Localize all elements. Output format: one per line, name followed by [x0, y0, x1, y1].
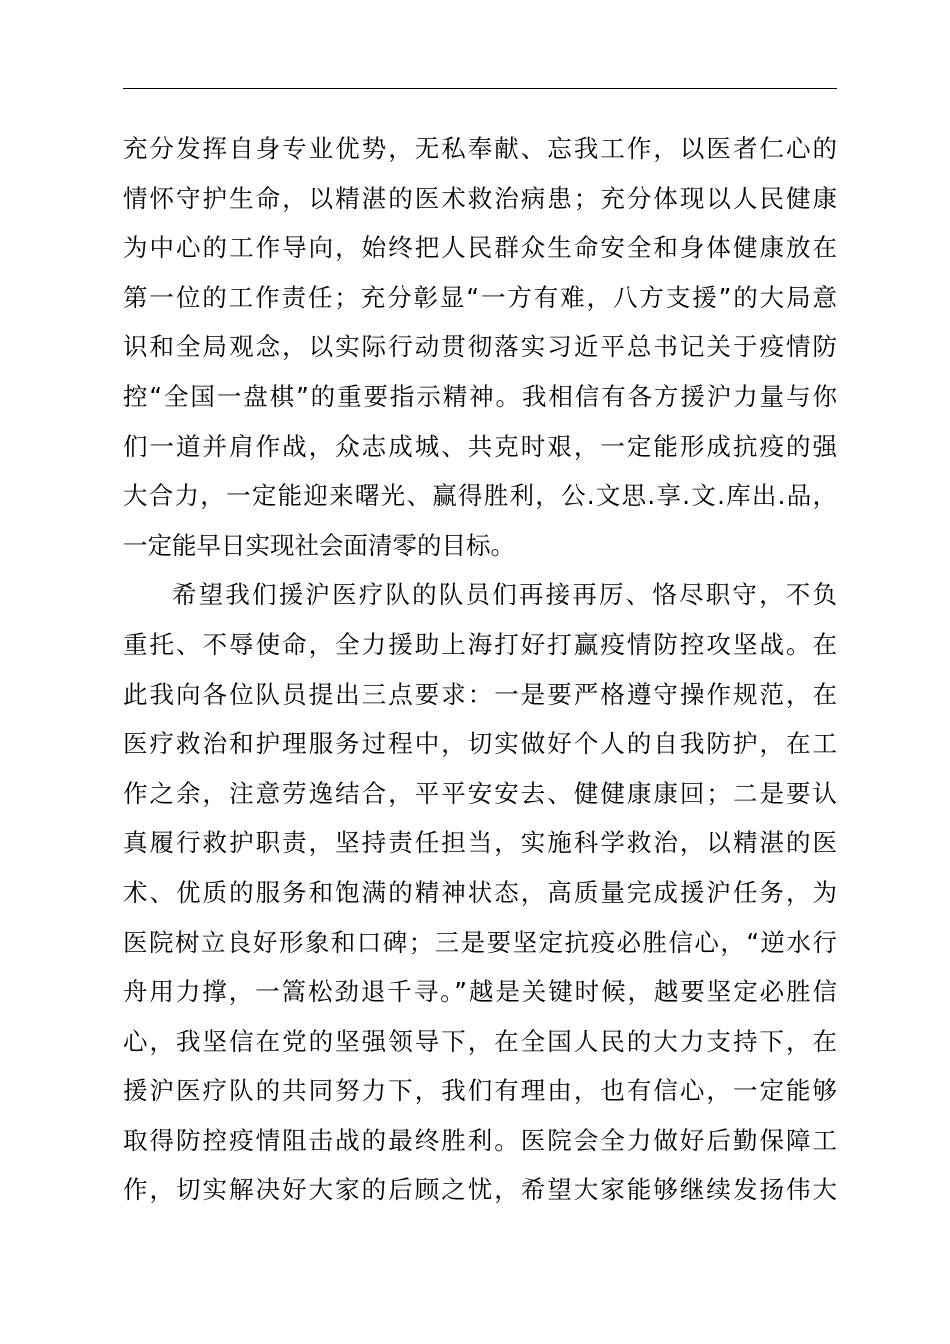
text-line: 作之余，注意劳逸结合，平平安安去、健健康康回；二是要认	[123, 778, 837, 808]
text-line: 充分发挥自身专业优势，无私奉献、忘我工作，以医者仁心的	[123, 134, 837, 163]
text-line: 取得防控疫情阻击战的最终胜利。医院会全力做好后勤保障工	[123, 1125, 837, 1155]
paragraph-2	[123, 570, 837, 1215]
text-line: 医院树立良好形象和口碑；三是要坚定抗疫必胜信心，“逆水行	[123, 927, 837, 957]
text-line: 舟用力撑，一篙松劲退千寻。”越是关键时候，越要坚定必胜信	[123, 977, 837, 1007]
text-line: 情怀守护生命，以精湛的医术救治病患；充分体现以人民健康	[123, 183, 837, 213]
text-line: 此我向各位队员提出三点要求：一是要严格遵守操作规范，在	[123, 679, 837, 709]
body-text	[123, 124, 837, 1215]
paragraph-1	[123, 124, 837, 570]
text-line: 术、优质的服务和饱满的精神状态，高质量完成援沪任务，为	[123, 877, 837, 907]
text-line: 真履行救护职责，坚持责任担当，实施科学救治，以精湛的医	[123, 828, 837, 858]
header-rule	[123, 88, 837, 89]
text-line: 为中心的工作导向，始终把人民群众生命安全和身体健康放在	[123, 233, 837, 263]
text-line: 希望我们援沪医疗队的队员们再接再厉、恪尽职守，不负	[172, 580, 837, 610]
text-line: 大合力，一定能迎来曙光、赢得胜利，公.文思.享.文.库出.品，	[123, 481, 837, 511]
text-line: 心，我坚信在党的坚强领导下，在全国人民的大力支持下，在	[123, 1026, 837, 1056]
text-line: 援沪医疗队的共同努力下，我们有理由，也有信心，一定能够	[123, 1076, 837, 1106]
text-line: 作，切实解决好大家的后顾之忧，希望大家能够继续发扬伟大	[123, 1175, 837, 1205]
text-line: 一定能早日实现社会面清零的目标。	[123, 530, 515, 560]
text-line: 第一位的工作责任；充分彰显“一方有难，八方支援”的大局意	[123, 282, 837, 312]
text-line: 医疗救治和护理服务过程中，切实做好个人的自我防护，在工	[123, 729, 837, 759]
text-line: 们一道并肩作战，众志成城、共克时艰，一定能形成抗疫的强	[123, 431, 837, 461]
text-line: 识和全局观念，以实际行动贯彻落实习近平总书记关于疫情防	[123, 332, 837, 362]
text-line: 控“全国一盘棋”的重要指示精神。我相信有各方援沪力量与你	[123, 381, 837, 411]
text-line: 重托、不辱使命，全力援助上海打好打赢疫情防控攻坚战。在	[123, 629, 837, 659]
